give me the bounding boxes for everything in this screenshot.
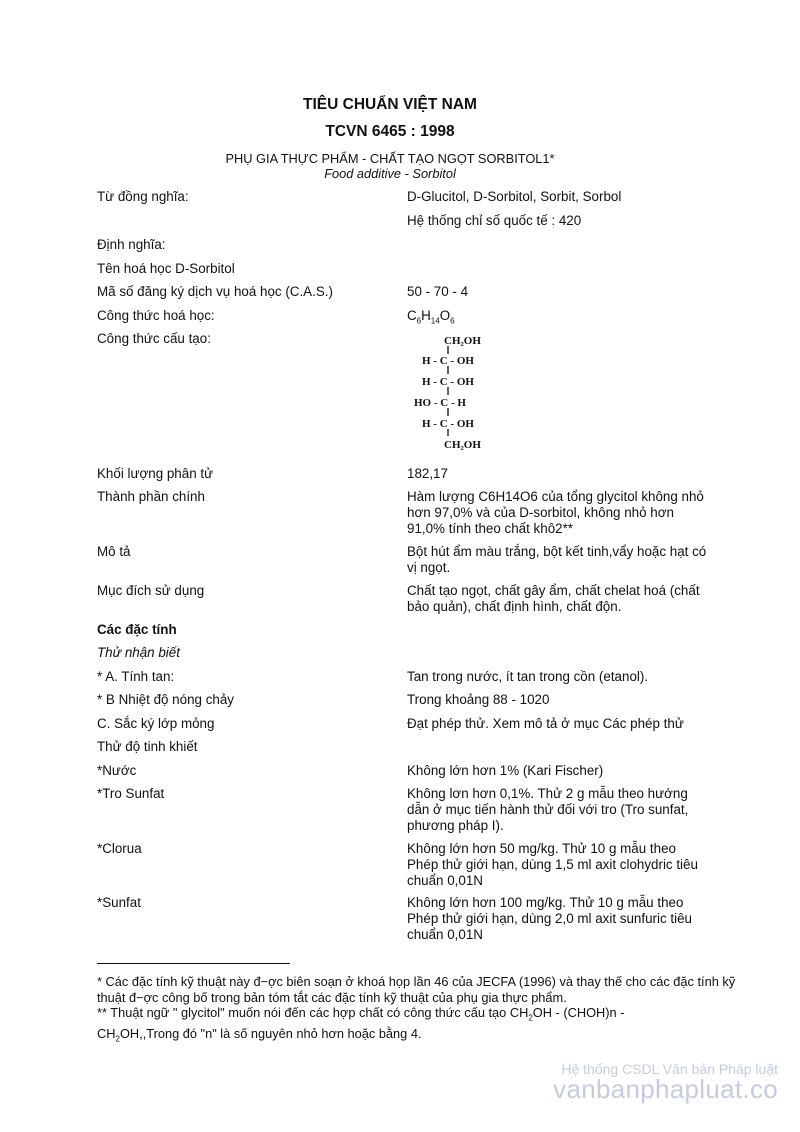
row-label: * A. Tính tan: — [97, 669, 175, 684]
row-value: Không lớn hơn 50 mg/kg. Thử 10 g mẫu theo Phép thử giới hạn, dùng 1,5 ml axit clohydric tiêu chuẩn 0,01N — [407, 841, 698, 888]
row-value: Hệ thống chỉ số quốc tế : 420 — [407, 213, 582, 228]
row-label: Mục đích sử dụng — [97, 583, 205, 598]
row-value: D-Glucitol, D-Sorbitol, Sorbit, Sorbol — [407, 189, 622, 204]
document-subtitle-en: Food additive - Sorbitol — [324, 166, 456, 181]
row-value: Không lớn hơn 1% (Kari Fischer) — [407, 763, 604, 778]
row-value: Tan trong nước, ít tan trong cồn (etanol). — [407, 669, 649, 684]
row-value: Không lớn hơn 100 mg/kg. Thử 10 g mẫu theo Phép thử giới hạn, dùng 2,0 ml axit sunfuric tiêu chuẩn 0,01N — [407, 895, 692, 942]
row-value: 182,17 — [407, 466, 448, 481]
structure-line: HO - C - H — [414, 397, 466, 409]
row-label: *Tro Sunfat — [97, 786, 165, 801]
row-value: Trong khoảng 88 - 1020 — [407, 692, 550, 707]
row-label: Thành phần chính — [97, 489, 205, 504]
structure-line: CH₂OH — [444, 335, 481, 347]
watermark-line-2: vanbanphapluat.co — [553, 1074, 778, 1104]
watermark-line-1: Hệ thống CSDL Văn bản Pháp luật — [561, 1061, 778, 1077]
row-label: *Nước — [97, 763, 137, 778]
row-label: Công thức cấu tạo: — [97, 331, 211, 346]
document-code: TCVN 6465 : 1998 — [325, 123, 455, 140]
structure-line: H - C - OH — [422, 418, 474, 430]
row-value: Bột hút ẩm màu trắng, bột kết tinh,vẩy hoặc hạt có vị ngọt. — [407, 544, 707, 575]
row-value: Đạt phép thử. Xem mô tả ở mục Các phép thử — [407, 716, 684, 731]
structure-line: H - C - OH — [422, 376, 474, 388]
section-heading: Các đặc tính — [97, 622, 177, 637]
row-value: Không lơn hơn 0,1%. Thử 2 g mẫu theo hướng dẫn ở mục tiến hành thử đối với tro (Tro sunfat, phương pháp I). — [407, 786, 689, 833]
row-label: *Clorua — [97, 841, 142, 856]
row-label: *Sunfat — [97, 895, 141, 910]
row-label: Công thức hoá học: — [97, 308, 215, 323]
row-value: 50 - 70 - 4 — [407, 284, 469, 299]
row-label: Từ đồng nghĩa: — [97, 189, 189, 204]
row-label: Mã số đăng ký dịch vụ hoá học (C.A.S.) — [97, 284, 333, 299]
row-value: Chất tạo ngọt, chất gây ẩm, chất chelat hoá (chất bảo quản), chất định hình, chất độn. — [407, 583, 700, 614]
document-title: TIÊU CHUẨN VIỆT NAM — [303, 96, 477, 113]
row-label: Định nghĩa: — [97, 237, 166, 252]
row-label: * B Nhiệt độ nóng chảy — [97, 692, 234, 707]
chemical-formula: $C_6H_{14}O_6$ — [407, 308, 455, 326]
footnote-divider — [97, 963, 290, 964]
structural-formula-diagram — [404, 330, 514, 454]
row-label: Tên hoá học D-Sorbitol — [97, 261, 235, 276]
row-value: Hàm lượng C6H14O6 của tổng glycitol không nhỏ hơn 97,0% và của D-sorbitol, không nhỏ hơn 91,0% tính theo chất khô2** — [407, 489, 704, 536]
row-label: Thử độ tinh khiết — [97, 739, 198, 754]
structure-line: H - C - OH — [422, 355, 474, 367]
structure-line: CH₂OH — [444, 439, 481, 451]
footnote-2: ** Thuật ngữ " glycitol" muốn nói đến các hợp chất có công thức cấu tạo $CH_2OH$ - (CHOH)n - $CH_2OH,,Trong$ đó "n" là số nguyên nhỏ hơn hoặc bằng 4. — [97, 1005, 625, 1044]
footnote-1: * Các đặc tính kỹ thuật này đ−ợc biên soạn ở khoá họp lần 46 của JECFA (1996) và thay thế cho các đặc tính kỹ thuật đ−ợc công bố trong bản tóm tắt các đặc tính kỹ thuật của phụ gia thực phẩm. — [97, 974, 736, 1005]
row-label: Mô tả — [97, 544, 131, 559]
section-subheading: Thử nhận biết — [97, 645, 180, 660]
row-label: C. Sắc ký lớp mỏng — [97, 716, 215, 731]
row-label: Khối lượng phân tử — [97, 466, 214, 481]
document-subtitle: PHỤ GIA THỰC PHẨM - CHẤT TẠO NGỌT SORBITOL1* — [225, 151, 555, 166]
